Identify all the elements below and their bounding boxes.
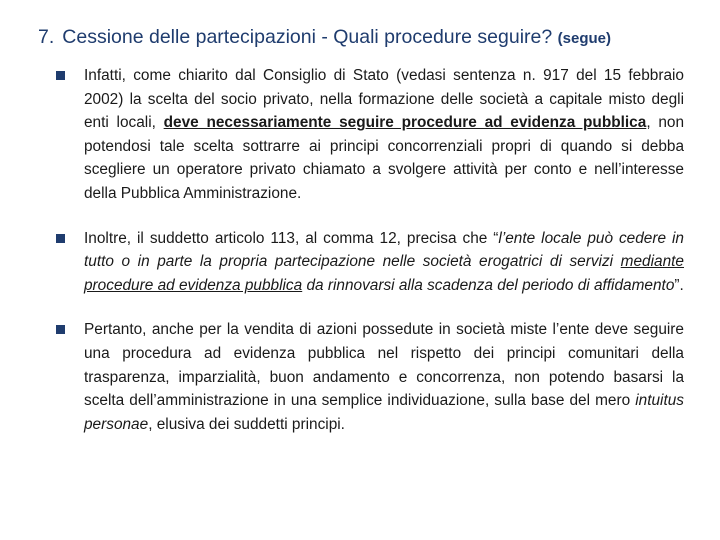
slide-title [38,26,698,49]
bullet-text: , non potendosi tale scelta sottrarre ai principi concorrenziali propri di quando si debba scegliere un operatore privato chiamato a svolgere attività per conto e nell’interesse della Pubblica Amministrazione. [84,114,684,202]
bullet-quote-italic: da rinnovarsi alla scadenza del periodo di affidamento [302,276,675,294]
bullet-text: Pertanto, anche per la vendita di azioni possedute in società miste l’ente deve seguire una procedura ad evidenza pubblica nel rispetto dei principi comunitari della trasparenza, imparzialità, buon andamento e concorrenza, non potendo basarsi la scelta dell’amministrazione in una semplice individuazione, sulla base del mero [84,321,684,410]
bullet-text: , elusiva dei suddetti principi. [148,415,345,433]
slide-title-text: Cessione delle partecipazioni - Quali procedure seguire? [62,26,553,48]
slide-title-continued: (segue) [557,30,611,47]
bullet-text: ”. [674,276,684,294]
square-bullet-icon [56,234,65,243]
slide-body [56,64,684,496]
bullet-quote-italic: l’ente locale può cedere in tutto o in parte la propria partecipazione nelle società erogatrici di servizi [84,229,684,271]
bullet-text: Infatti, come chiarito dal Consiglio di Stato (vedasi sentenza n. 917 del 15 febbraio 2002) la scelta del socio privato, nella formazione delle società a capitale misto degli enti locali, [84,67,684,132]
bullet-quote-underlined: mediante procedure ad evidenza pubblica [84,253,684,294]
bullet-articolo-113 [56,227,684,298]
bullet-emphasis-underlined: deve necessariamente seguire procedure ad evidenza pubblica [163,114,647,132]
bullet-term-italic: intuitus personae [84,392,684,433]
bullet-pertanto [56,318,684,436]
square-bullet-icon [56,325,65,334]
bullet-text: Inoltre, il suddetto articolo 113, al comma 12, precisa che “ [84,229,499,247]
square-bullet-icon [56,71,65,80]
slide-title-number: 7. [38,26,55,48]
bullet-consiglio-di-stato [56,64,684,206]
